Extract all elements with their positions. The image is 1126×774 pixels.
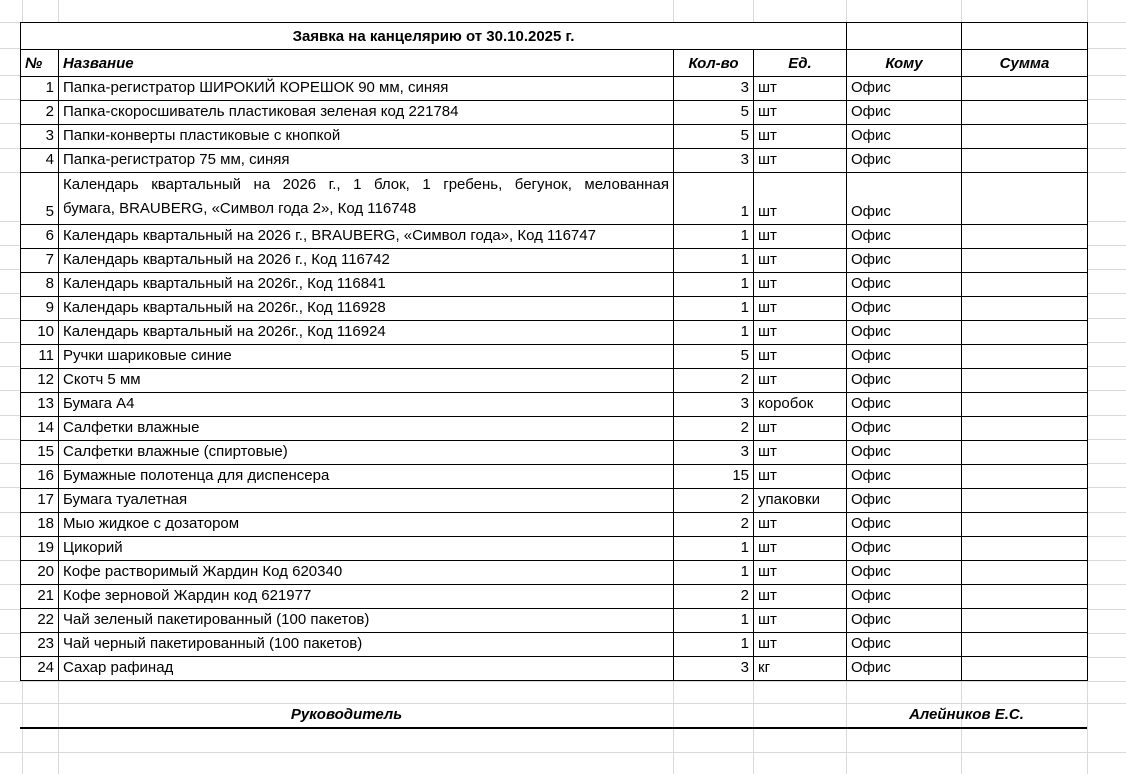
cell-name[interactable]: Календарь квартальный на 2026 г., BRAUBERG, «Символ года», Код 116747 (59, 225, 674, 249)
table-row (21, 101, 1088, 125)
cell-num[interactable]: 1 (21, 77, 59, 101)
cell-qty[interactable]: 2 (674, 369, 754, 393)
cell-num[interactable]: 7 (21, 249, 59, 273)
cell-qty[interactable]: 15 (674, 465, 754, 489)
cell-num[interactable]: 3 (21, 125, 59, 149)
cell-unit[interactable]: шт (754, 441, 847, 465)
cell-to[interactable]: Офис (847, 149, 962, 173)
cell-sum[interactable] (962, 321, 1088, 345)
cell-to[interactable]: Офис (847, 345, 962, 369)
cell-qty[interactable]: 2 (674, 585, 754, 609)
table-row (21, 149, 1088, 173)
cell-num[interactable]: 11 (21, 345, 59, 369)
cell-to[interactable]: Офис (847, 465, 962, 489)
cell-num[interactable]: 4 (21, 149, 59, 173)
title-row (21, 23, 1088, 50)
cell-to[interactable]: Офис (847, 173, 962, 225)
cell-num[interactable]: 10 (21, 321, 59, 345)
cell-sum[interactable] (962, 585, 1088, 609)
cell-num[interactable]: 5 (21, 173, 59, 225)
gridline-horizontal (0, 752, 1126, 753)
cell-to[interactable]: Офис (847, 585, 962, 609)
cell-unit[interactable]: шт (754, 585, 847, 609)
cell-sum[interactable] (962, 173, 1088, 225)
cell-name[interactable] (59, 173, 674, 225)
cell-num[interactable]: 16 (21, 465, 59, 489)
cell-unit[interactable]: шт (754, 417, 847, 441)
cell-num[interactable]: 9 (21, 297, 59, 321)
cell-name[interactable]: Чай черный пакетированный (100 пакетов) (59, 633, 674, 657)
table-row (21, 125, 1088, 149)
cell-num[interactable]: 15 (21, 441, 59, 465)
cell-sum[interactable] (962, 77, 1088, 101)
document-title[interactable]: Заявка на канцелярию от 30.10.2025 г. (21, 23, 847, 50)
cell-unit[interactable]: шт (754, 513, 847, 537)
cell-sum[interactable] (962, 489, 1088, 513)
cell-qty[interactable]: 1 (674, 321, 754, 345)
column-header-to[interactable]: Кому (847, 50, 962, 77)
cell-qty[interactable]: 1 (674, 173, 754, 225)
cell-qty[interactable]: 3 (674, 77, 754, 101)
cell-to[interactable]: Офис (847, 513, 962, 537)
cell-sum[interactable] (962, 273, 1088, 297)
cell-sum[interactable] (962, 101, 1088, 125)
cell-num[interactable]: 13 (21, 393, 59, 417)
cell-to[interactable]: Офис (847, 633, 962, 657)
signature-role-label[interactable]: Руководитель (290, 706, 403, 723)
cell-to[interactable]: Офис (847, 393, 962, 417)
cell-sum[interactable] (962, 125, 1088, 149)
cell-to[interactable]: Офис (847, 273, 962, 297)
gridline-horizontal (0, 681, 1126, 682)
cell-unit[interactable]: шт (754, 101, 847, 125)
table-row (21, 393, 1088, 417)
table-row (21, 77, 1088, 101)
cell-sum[interactable] (962, 297, 1088, 321)
cell-unit[interactable]: шт (754, 77, 847, 101)
cell-sum[interactable] (962, 369, 1088, 393)
table-row (21, 609, 1088, 633)
cell-unit[interactable]: шт (754, 273, 847, 297)
cell-name[interactable]: Календарь квартальный на 2026г., Код 116841 (59, 273, 674, 297)
cell-name[interactable]: Ручки шариковые синие (59, 345, 674, 369)
cell-name[interactable]: Календарь квартальный на 2026г., Код 116924 (59, 321, 674, 345)
cell-to[interactable]: Офис (847, 489, 962, 513)
table-row (21, 513, 1088, 537)
cell-name[interactable]: Папка-регистратор ШИРОКИЙ КОРЕШОК 90 мм, синяя (59, 77, 674, 101)
cell-sum[interactable] (962, 537, 1088, 561)
table-row (21, 321, 1088, 345)
cell-num[interactable]: 14 (21, 417, 59, 441)
cell-unit[interactable]: шт (754, 297, 847, 321)
column-header-qty[interactable]: Кол-во (674, 50, 754, 77)
cell-sum[interactable] (962, 609, 1088, 633)
cell-unit[interactable]: шт (754, 465, 847, 489)
cell-num[interactable]: 24 (21, 657, 59, 681)
cell-sum[interactable] (962, 249, 1088, 273)
cell-qty[interactable]: 1 (674, 561, 754, 585)
cell-unit[interactable]: кг (754, 657, 847, 681)
cell-num[interactable]: 17 (21, 489, 59, 513)
item-name-line: Календарь квартальный на 2026 г., 1 блок, 1 гребень, бегунок, мелованная (63, 176, 669, 193)
cell-name[interactable]: Календарь квартальный на 2026г., Код 116928 (59, 297, 674, 321)
cell-unit[interactable]: шт (754, 173, 847, 225)
cell-name[interactable]: Кофе растворимый Жардин Код 620340 (59, 561, 674, 585)
cell-sum[interactable] (962, 441, 1088, 465)
title-row-komu-cell[interactable] (847, 23, 962, 50)
cell-unit[interactable]: шт (754, 125, 847, 149)
cell-name[interactable]: Папка-регистратор 75 мм, синяя (59, 149, 674, 173)
cell-sum[interactable] (962, 225, 1088, 249)
cell-to[interactable]: Офис (847, 77, 962, 101)
cell-qty[interactable]: 3 (674, 149, 754, 173)
table-row (21, 561, 1088, 585)
signature-line (20, 727, 1087, 729)
cell-num[interactable]: 8 (21, 273, 59, 297)
cell-to[interactable]: Офис (847, 561, 962, 585)
cell-name[interactable]: Цикорий (59, 537, 674, 561)
cell-qty[interactable]: 2 (674, 513, 754, 537)
table-row (21, 633, 1088, 657)
cell-to[interactable]: Офис (847, 125, 962, 149)
cell-qty[interactable]: 3 (674, 657, 754, 681)
cell-name[interactable]: Кофе зерновой Жардин код 621977 (59, 585, 674, 609)
cell-qty[interactable]: 3 (674, 393, 754, 417)
table-row (21, 297, 1088, 321)
cell-qty[interactable]: 1 (674, 609, 754, 633)
table-row (21, 465, 1088, 489)
table-row (21, 273, 1088, 297)
table-row (21, 417, 1088, 441)
cell-sum[interactable] (962, 561, 1088, 585)
cell-to[interactable]: Офис (847, 369, 962, 393)
cell-qty[interactable]: 5 (674, 101, 754, 125)
cell-unit[interactable]: шт (754, 321, 847, 345)
cell-sum[interactable] (962, 417, 1088, 441)
cell-name[interactable]: Календарь квартальный на 2026 г., Код 116742 (59, 249, 674, 273)
column-header-num[interactable]: № (21, 50, 59, 77)
title-row-summa-cell[interactable] (962, 23, 1088, 50)
table-row (21, 173, 1088, 225)
cell-unit[interactable]: шт (754, 345, 847, 369)
table-row (21, 369, 1088, 393)
cell-name[interactable]: Бумага туалетная (59, 489, 674, 513)
cell-qty[interactable]: 1 (674, 537, 754, 561)
table-row (21, 657, 1088, 681)
cell-to[interactable]: Офис (847, 657, 962, 681)
table-row (21, 225, 1088, 249)
table-row (21, 585, 1088, 609)
cell-qty[interactable]: 1 (674, 633, 754, 657)
cell-qty[interactable]: 1 (674, 249, 754, 273)
table-row (21, 537, 1088, 561)
cell-to[interactable]: Офис (847, 441, 962, 465)
cell-to[interactable]: Офис (847, 609, 962, 633)
cell-unit[interactable]: упаковки (754, 489, 847, 513)
cell-unit[interactable]: шт (754, 149, 847, 173)
table-row (21, 441, 1088, 465)
cell-name[interactable]: Папка-скоросшиватель пластиковая зеленая код 221784 (59, 101, 674, 125)
cell-qty[interactable]: 1 (674, 225, 754, 249)
cell-name[interactable]: Бумажные полотенца для диспенсера (59, 465, 674, 489)
cell-num[interactable]: 18 (21, 513, 59, 537)
cell-unit[interactable]: шт (754, 537, 847, 561)
cell-qty[interactable]: 1 (674, 273, 754, 297)
cell-name[interactable]: Сахар рафинад (59, 657, 674, 681)
table-row (21, 489, 1088, 513)
column-header-sum[interactable]: Сумма (962, 50, 1088, 77)
signature-name-label[interactable]: Алейников Е.С. (909, 706, 1024, 723)
cell-num[interactable]: 23 (21, 633, 59, 657)
cell-qty[interactable]: 5 (674, 125, 754, 149)
cell-sum[interactable] (962, 393, 1088, 417)
cell-qty[interactable]: 3 (674, 441, 754, 465)
cell-num[interactable]: 6 (21, 225, 59, 249)
table-row (21, 345, 1088, 369)
cell-sum[interactable] (962, 345, 1088, 369)
cell-unit[interactable]: шт (754, 369, 847, 393)
cell-sum[interactable] (962, 633, 1088, 657)
cell-to[interactable]: Офис (847, 537, 962, 561)
cell-to[interactable]: Офис (847, 249, 962, 273)
cell-num[interactable]: 21 (21, 585, 59, 609)
column-header-unit[interactable]: Ед. (754, 50, 847, 77)
cell-to[interactable]: Офис (847, 101, 962, 125)
cell-name[interactable]: Салфетки влажные (спиртовые) (59, 441, 674, 465)
cell-sum[interactable] (962, 149, 1088, 173)
cell-name[interactable]: Скотч 5 мм (59, 369, 674, 393)
cell-qty[interactable]: 2 (674, 417, 754, 441)
cell-num[interactable]: 12 (21, 369, 59, 393)
cell-to[interactable]: Офис (847, 321, 962, 345)
cell-to[interactable]: Офис (847, 297, 962, 321)
cell-qty[interactable]: 1 (674, 297, 754, 321)
cell-to[interactable]: Офис (847, 417, 962, 441)
cell-qty[interactable]: 5 (674, 345, 754, 369)
cell-num[interactable]: 2 (21, 101, 59, 125)
cell-unit[interactable]: шт (754, 633, 847, 657)
cell-num[interactable]: 19 (21, 537, 59, 561)
cell-name[interactable]: Салфетки влажные (59, 417, 674, 441)
cell-name[interactable]: Чай зеленый пакетированный (100 пакетов) (59, 609, 674, 633)
cell-name[interactable]: Бумага А4 (59, 393, 674, 417)
cell-unit[interactable]: шт (754, 225, 847, 249)
cell-qty[interactable]: 2 (674, 489, 754, 513)
item-name-line: бумага, BRAUBERG, «Символ года 2», Код 116748 (63, 200, 417, 217)
cell-name[interactable]: Мыо жидкое с дозатором (59, 513, 674, 537)
cell-unit[interactable]: шт (754, 609, 847, 633)
supplies-table (20, 22, 1088, 681)
table-row (21, 249, 1088, 273)
cell-to[interactable]: Офис (847, 225, 962, 249)
cell-num[interactable]: 22 (21, 609, 59, 633)
cell-sum[interactable] (962, 465, 1088, 489)
header-row (21, 50, 1088, 77)
cell-unit[interactable]: шт (754, 561, 847, 585)
cell-sum[interactable] (962, 657, 1088, 681)
cell-sum[interactable] (962, 513, 1088, 537)
cell-unit[interactable]: коробок (754, 393, 847, 417)
cell-name[interactable]: Папки-конверты пластиковые с кнопкой (59, 125, 674, 149)
cell-num[interactable]: 20 (21, 561, 59, 585)
cell-unit[interactable]: шт (754, 249, 847, 273)
column-header-name[interactable]: Название (59, 50, 674, 77)
